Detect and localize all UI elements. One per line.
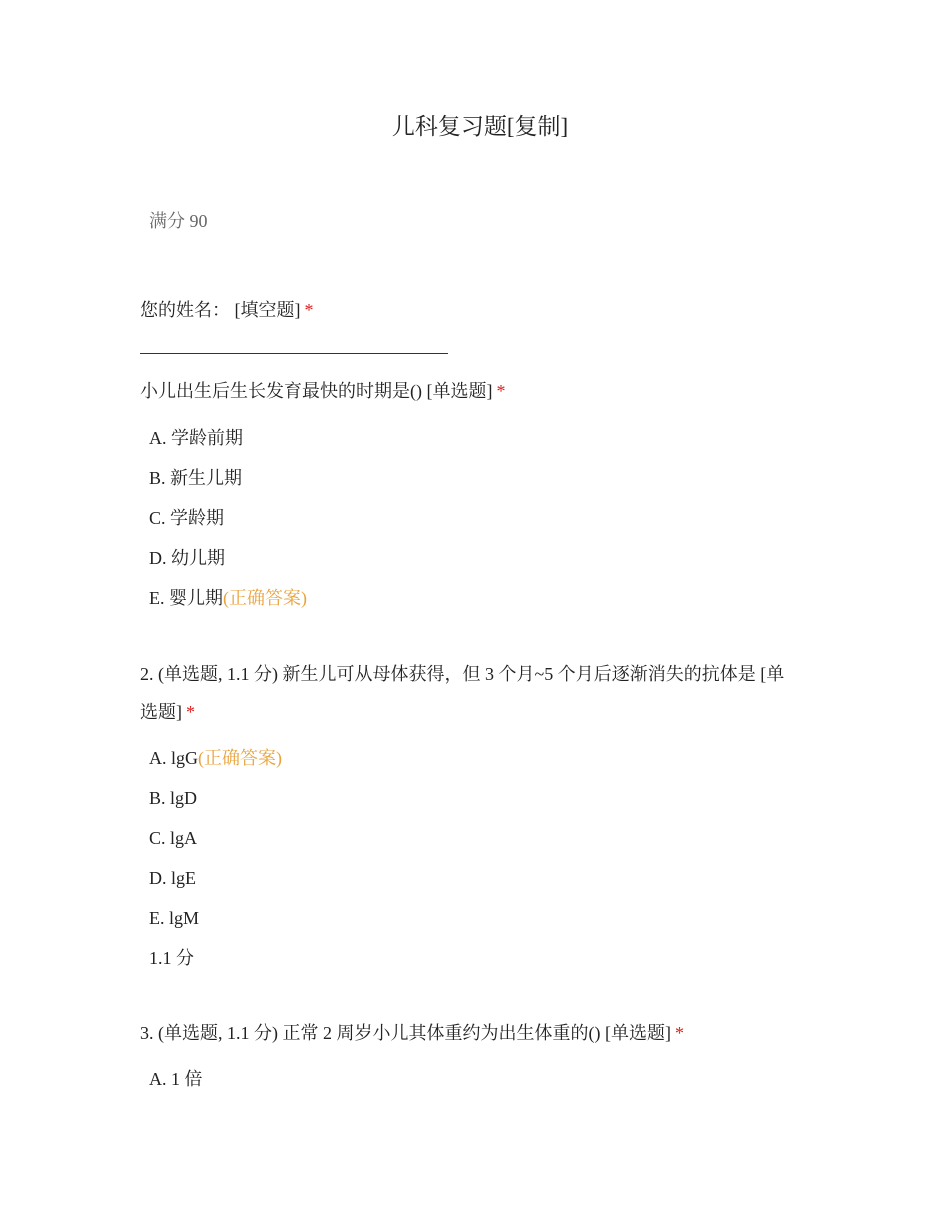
q1-option-b[interactable]: B. 新生儿期 xyxy=(149,468,243,488)
q1-option-e-label: E. 婴儿期 xyxy=(149,588,223,608)
required-mark: * xyxy=(674,1023,684,1043)
question-1-text: 小儿出生后生长发育最快的时期是() [单选题] xyxy=(140,381,493,401)
q2-points: 1.1 分 xyxy=(149,948,194,968)
q2-option-a-label: A. lgG xyxy=(149,748,198,768)
required-mark: * xyxy=(304,300,314,320)
question-3 xyxy=(140,1014,820,1052)
question-1 xyxy=(140,372,820,410)
q1-option-d[interactable]: D. 幼儿期 xyxy=(149,548,225,568)
question-name xyxy=(140,291,820,329)
question-2-text-line1: 2. (单选题, 1.1 分) 新生儿可从母体获得，但 3 个月~5 个月后逐渐消失的抗体是 [单 xyxy=(140,664,785,684)
required-mark: * xyxy=(496,381,506,401)
question-2-line2-label: 选题] xyxy=(140,702,182,722)
question-2 xyxy=(140,655,820,731)
q1-option-e[interactable] xyxy=(149,585,307,611)
required-mark: * xyxy=(186,702,195,722)
q2-option-d[interactable]: D. lgE xyxy=(149,868,196,888)
name-answer-blank[interactable] xyxy=(140,353,448,354)
q2-option-a[interactable] xyxy=(149,745,282,771)
question-name-text: 您的姓名： [填空题] xyxy=(140,300,301,320)
total-score: 满分 90 xyxy=(149,211,208,231)
q2-option-e[interactable]: E. lgM xyxy=(149,908,200,928)
q2-option-c[interactable]: C. lgA xyxy=(149,828,198,848)
q2-option-b[interactable]: B. lgD xyxy=(149,788,198,808)
q1-option-a[interactable]: A. 学龄前期 xyxy=(149,428,243,448)
question-3-text: 3. (单选题, 1.1 分) 正常 2 周岁小儿其体重约为出生体重的() [单选题] xyxy=(140,1023,671,1043)
q3-option-a[interactable]: A. 1 倍 xyxy=(149,1069,203,1089)
correct-answer-note: (正确答案) xyxy=(223,588,307,608)
question-2-text-line2 xyxy=(140,693,820,731)
correct-answer-note: (正确答案) xyxy=(198,748,282,768)
q1-option-c[interactable]: C. 学龄期 xyxy=(149,508,225,528)
page-title: 儿科复习题[复制] xyxy=(391,114,569,139)
